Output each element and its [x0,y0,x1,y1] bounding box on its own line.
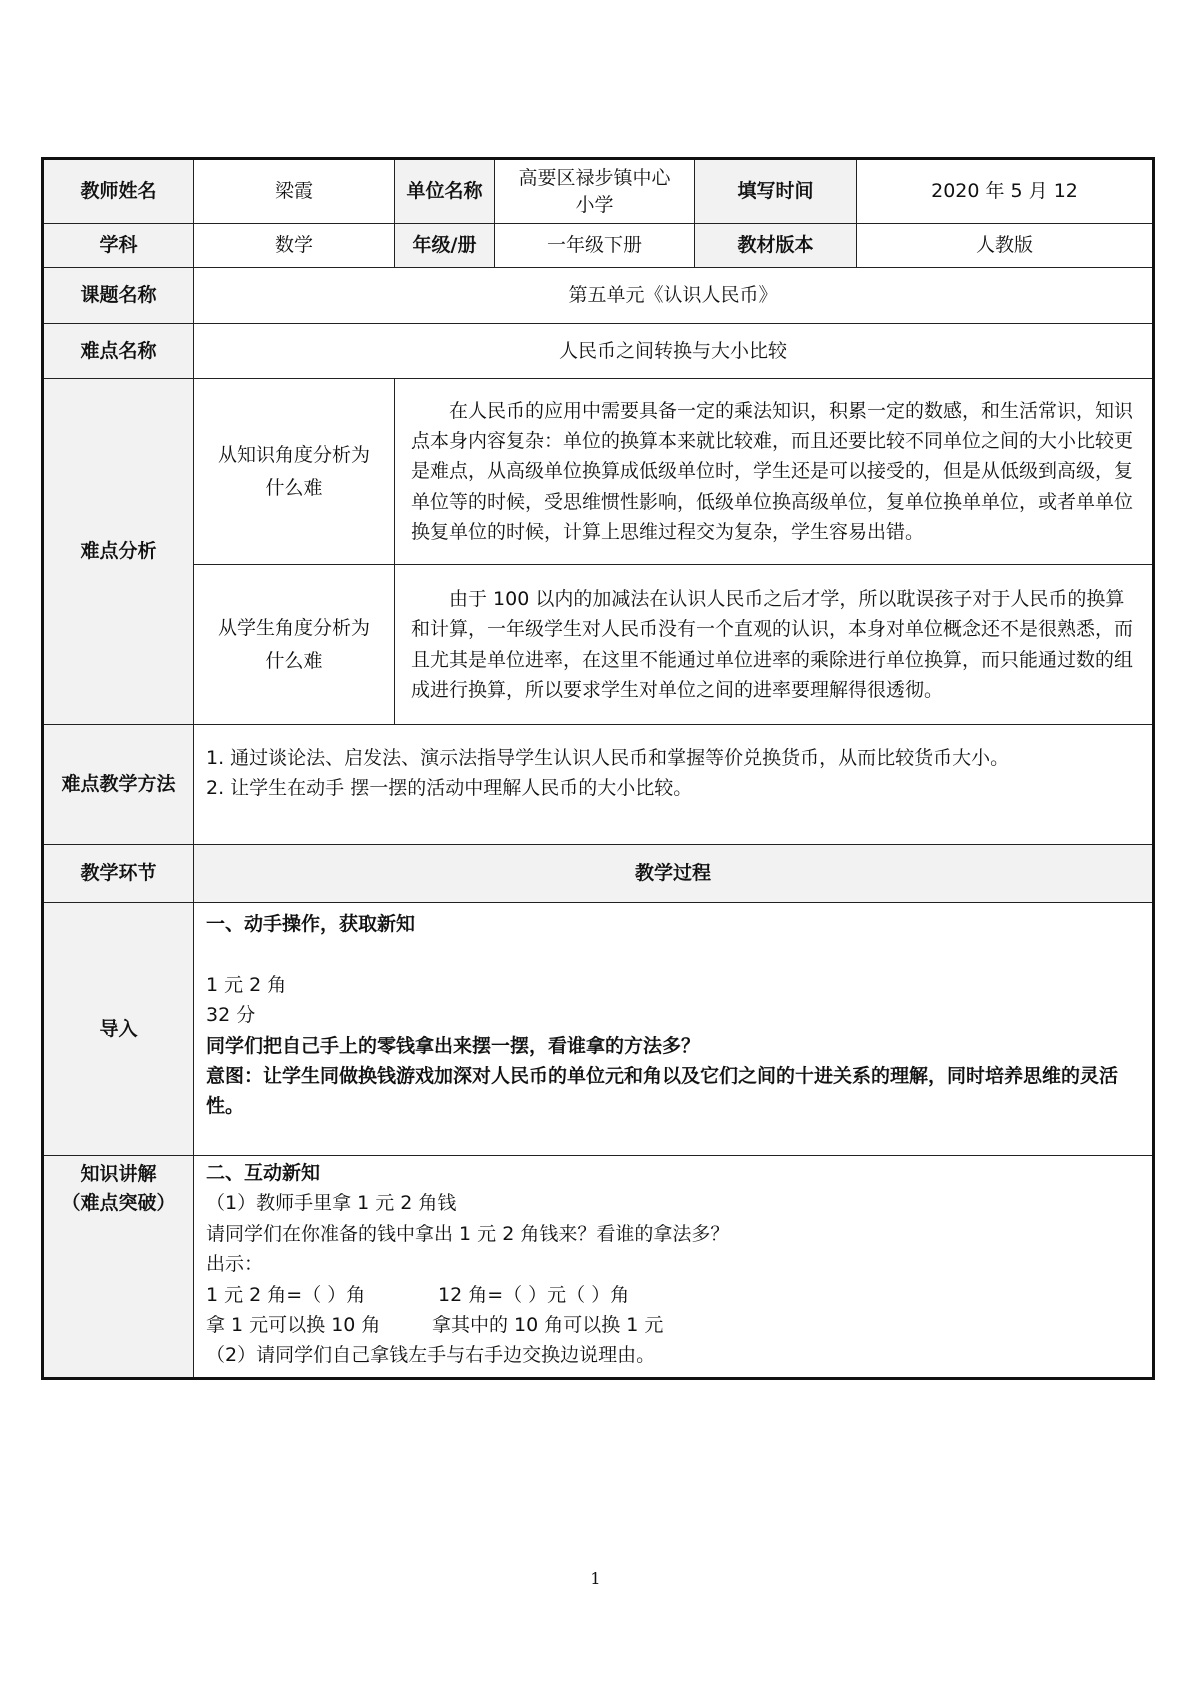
header-row-2 [43,224,1154,268]
fill-time-value: 2020 年 5 月 12 [857,159,1154,224]
difficulty-value: 人民币之间转换与大小比较 [194,324,1154,379]
explain-label-line1: 知识讲解 [80,1163,157,1185]
method-row [43,725,1154,845]
edition-label: 教材版本 [695,224,857,268]
unit-value [495,159,695,224]
explain-line-1: （1）教师手里拿 1 元 2 角钱 [206,1192,457,1215]
analysis-label: 难点分析 [43,379,194,725]
explain-content [194,1156,1154,1379]
stage-header: 教学环节 [43,845,194,903]
process-header: 教学过程 [194,845,1154,903]
intro-line-1: 1 元 2 角 [206,973,287,996]
page-number: 1 [590,1569,601,1588]
student-angle-label-line1: 从学生角度分析为 [217,617,370,640]
grade-label: 年级/册 [395,224,495,268]
topic-row [43,268,1154,324]
unit-value-line2: 小学 [575,193,614,216]
difficulty-label: 难点名称 [43,324,194,379]
method-line-1: 1. 通过谈论法、启发法、演示法指导学生认识人民币和掌握等价兑换货币，从而比较货币大小。 [206,747,1010,769]
method-line-2: 2. 让学生在动手 摆一摆的活动中理解人民币的大小比较。 [206,777,693,800]
teacher-label: 教师姓名 [43,159,194,224]
subject-label: 学科 [43,224,194,268]
lesson-plan-table [41,157,1155,1380]
intro-heading: 一、动手操作，获取新知 [206,913,416,935]
explain-label [43,1156,194,1379]
explain-label-line2: （难点突破） [61,1192,176,1215]
student-angle-label [194,565,395,725]
intro-label: 导入 [43,903,194,1156]
explain-line-5b: 拿其中的 10 角可以换 1 元 [432,1313,664,1336]
explain-line-6: （2）请同学们自己拿钱左手与右手边交换边说理由。 [206,1344,656,1367]
analysis-row-knowledge [43,379,1154,565]
teacher-value: 梁霞 [194,159,395,224]
knowledge-angle-label-line2: 什么难 [265,476,323,499]
explain-line-2: 请同学们在你准备的钱中拿出 1 元 2 角钱来？看谁的拿法多？ [206,1222,730,1245]
edition-value: 人教版 [857,224,1154,268]
method-label: 难点教学方法 [43,725,194,845]
intro-content [194,903,1154,1156]
knowledge-angle-text: 在人民币的应用中需要具备一定的乘法知识，积累一定的数感，和生活常识，知识点本身内容复杂：单位的换算本来就比较难，而且还要比较不同单位之间的大小比较更是难点，从高级单位换算成低级单位时，学生还是可以接受的，但是从低级到高级，复单位等的时候，受思维惯性影响，低级单位换高级单位，复单位换单单位，或者单单位换复单位的时候，计算上思维过程交为复杂，学生容易出错。 [395,379,1154,565]
intro-line-3: 同学们把自己手上的零钱拿出来摆一摆，看谁拿的方法多？ [206,1034,701,1057]
header-row-1 [43,159,1154,224]
knowledge-angle-label-line1: 从知识角度分析为 [217,444,370,467]
topic-label: 课题名称 [43,268,194,324]
knowledge-angle-label [194,379,395,565]
process-header-row [43,845,1154,903]
intro-line-2: 32 分 [206,1004,256,1027]
student-angle-text: 由于 100 以内的加减法在认识人民币之后才学，所以耽误孩子对于人民币的换算和计算，一年级学生对人民币没有一个直观的认识，本身对单位概念还不是很熟悉，而且尤其是单位进率，在这里不能通过单位进率的乘除进行单位换算，而只能通过数的组成进行换算，所以要求学生对单位之间的进率要理解得很透彻。 [395,565,1154,725]
explain-line-3: 出示： [206,1253,264,1276]
intro-line-4: 意图：让学生同做换钱游戏加深对人民币的单位元和角以及它们之间的十进关系的理解，同时培养思维的灵活性。 [206,1064,1119,1118]
unit-value-line1: 高要区禄步镇中心 [518,166,671,189]
explain-line-4b: 12 角=（ ）元（ ）角 [438,1283,630,1306]
subject-value: 数学 [194,224,395,268]
topic-value: 第五单元《认识人民币》 [194,268,1154,324]
explain-heading: 二、互动新知 [206,1162,321,1184]
grade-value: 一年级下册 [495,224,695,268]
intro-row [43,903,1154,1156]
explain-row [43,1156,1154,1379]
intro-spacer [206,939,1140,969]
analysis-row-student [43,565,1154,725]
explain-line-4 [206,1280,1140,1310]
explain-line-5 [206,1310,1140,1340]
fill-time-label: 填写时间 [695,159,857,224]
student-angle-label-line2: 什么难 [265,649,323,672]
unit-label: 单位名称 [395,159,495,224]
explain-line-5a: 拿 1 元可以换 10 角 [206,1313,381,1336]
method-content [194,725,1154,845]
explain-line-4a: 1 元 2 角=（ ）角 [206,1283,366,1306]
difficulty-row [43,324,1154,379]
